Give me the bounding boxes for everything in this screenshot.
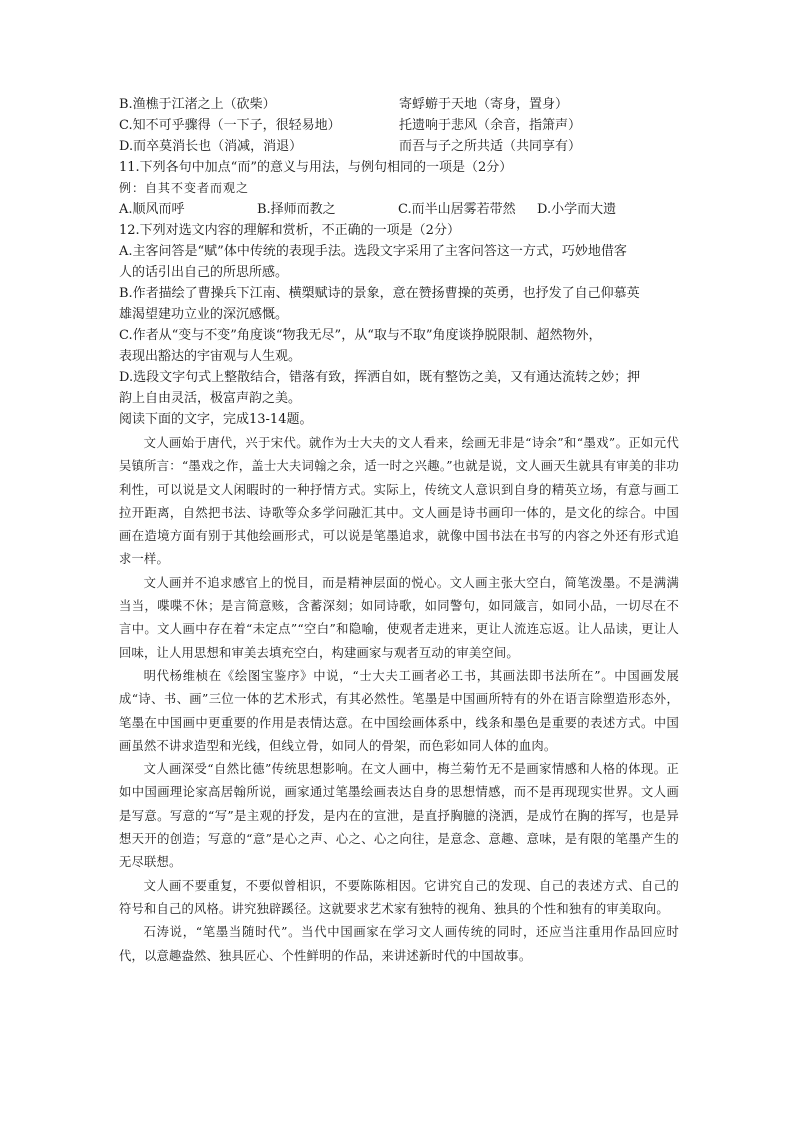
q12-option-c-line1: C.作者从“变与不变”角度谈“物我无尽”，从“取与不取”角度谈挣脱限制、超然物外，: [119, 328, 602, 343]
passage-paragraph: 文人画并不追求感官上的悦目，而是精神层面的悦心。文人画主张大空白，简笔泼墨。不是满满当当，喋喋不休；是言简意赅，含蓄深刻；如同诗歌，如同警句，如同箴言，如同小品，一切尽在不言中。文人画中存在着“未定点”“空白”和隐喻，使观者走进来，更让人流连忘返。让人品读，更让人回味，让人用思想和审美去填充空白，构建画家与观者互动的审美空间。: [119, 575, 679, 660]
q12-option-a-line1: A.主客问答是“赋”体中传统的表现手法。选段文字采用了主客问答这一方式，巧妙地借客: [119, 244, 627, 259]
q10-c-left: C.知不可乎骤得（一下子，很轻易地）: [119, 118, 341, 133]
q12-option-a-line2: 人的话引出自己的所思所感。: [119, 265, 289, 280]
reading-instruction: 阅读下面的文字，完成13-14题。: [119, 412, 313, 427]
q12-option-d-line2: 韵上自由灵活，极富声韵之美。: [119, 391, 302, 406]
q10-b-left: B.渔樵于江渚之上（砍柴）: [119, 97, 276, 112]
reading-passage: [119, 432, 679, 968]
page-content: [119, 94, 679, 968]
q10-d-left: D.而卒莫消长也（消减，消退）: [119, 139, 303, 154]
q10-b-right: 寄蜉蝣于天地（寄身，置身）: [399, 97, 569, 112]
passage-paragraph: 明代杨维桢在《绘图宝鉴序》中说，“士大夫工画者必工书，其画法即书法所在”。中国画发展成“诗、书、画”三位一体的艺术形式，有其必然性。笔墨是中国画所特有的外在语言除塑造形态外，笔墨在中国画中更重要的作用是表情达意。在中国绘画体系中，线条和墨色是重要的表述方式。中国画虽然不讲求造型和光线，但线立骨，如同人的骨架，而色彩如同人体的血肉。: [119, 668, 679, 753]
q12-option-d-line1: D.选段文字句式上整散结合，错落有致，挥洒自如，既有整饬之美，又有通达流转之妙；押: [119, 370, 641, 385]
passage-paragraph: 文人画不要重复，不要似曾相识，不要陈陈相因。它讲究自己的发现、自己的表述方式、自己的符号和自己的风格。讲究独辟蹊径。这就要求艺术家有独特的视角、独具的个性和独有的审美取向。: [119, 878, 679, 916]
q11-option-b: B.择师而教之: [257, 202, 336, 217]
q12-option-b-line2: 雄渴望建功立业的深沉感慨。: [119, 307, 289, 322]
q12-option-c-line2: 表现出豁达的宇宙观与人生观。: [119, 349, 302, 364]
q11-example: 例：自其不变者而观之: [119, 181, 250, 195]
q11-options: [119, 199, 679, 220]
q11-stem: 11.下列各句中加点“而”的意义与用法，与例句相同的一项是（2分）: [119, 160, 513, 175]
q12-stem: 12.下列对选文内容的理解和赏析，不正确的一项是（2分）: [119, 223, 460, 238]
q10-option-d: [119, 136, 679, 157]
q12-option-b-line1: B.作者描绘了曹操兵下江南、横槊赋诗的景象，意在赞扬曹操的英勇，也抒发了自己仰慕英: [119, 286, 640, 301]
q11-option-d: D.小学而大遗: [537, 202, 617, 217]
q10-option-b: [119, 94, 679, 115]
passage-paragraph: 石涛说，“笔墨当随时代”。当代中国画家在学习文人画传统的同时，还应当注重用作品回应时代，以意趣盎然、独具匠心、个性鲜明的作品，来讲述新时代的中国故事。: [119, 925, 679, 963]
q10-option-c: [119, 115, 679, 136]
q10-d-right: 而吾与子之所共适（共同享有）: [399, 139, 582, 154]
passage-paragraph: 文人画始于唐代，兴于宋代。就作为士大夫的文人看来，绘画无非是“诗余”和“墨戏”。正如元代吴镇所言：“墨戏之作，盖士大夫词翰之余，适一时之兴趣。”也就是说，文人画天生就具有审美的非功利性，可以说是文人闲暇时的一种抒情方式。实际上，传统文人意识到自身的精英立场，有意与画工拉开距离，自然把书法、诗歌等众多学问融汇其中。文人画是诗书画印一体的，是文化的综合。中国画在造境方面有别于其他绘画形式，可以说是笔墨追求，就像中国书法在书写的内容之外还有形式追求一样。: [119, 436, 679, 567]
q11-option-c: C.而半山居雾若带然: [398, 202, 516, 217]
q10-c-right: 托遗响于悲风（余音，指箫声）: [399, 118, 582, 133]
q11-option-a: A.顺风而呼: [119, 202, 185, 217]
passage-paragraph: 文人画深受“自然比德”传统思想影响。在文人画中，梅兰菊竹无不是画家情感和人格的体现。正如中国画理论家高居翰所说，画家通过笔墨绘画表达自身的思想情感，而不是再现现实世界。文人画是写意。写意的“写”是主观的抒发，是内在的宣泄，是直抒胸臆的浇洒，是成竹在胸的挥写，也是异想天开的创造；写意的“意”是心之声、心之、心之向往，是意念、意趣、意味，是有限的笔墨产生的无尽联想。: [119, 762, 679, 870]
